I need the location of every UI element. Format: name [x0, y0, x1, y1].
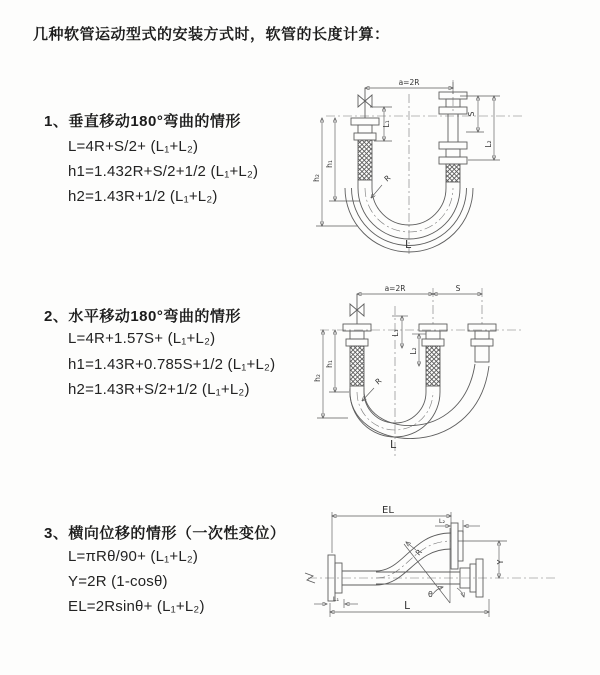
dim-label-l1: L₁: [332, 595, 340, 603]
hose-displaced-inner: [364, 364, 475, 426]
hose-curve-lower: [376, 549, 451, 585]
diagram-vertical-180-bend: [308, 68, 578, 258]
dim-label-el: EL: [382, 505, 394, 516]
section-2-formula-h2: h2=1.43R+S/2+1/2 (L₁+L₂): [68, 381, 250, 398]
section-1-heading: 1、垂直移动180°弯曲的情形: [44, 113, 241, 130]
section-3-formula-Y: Y=2R (1-cosθ): [68, 573, 168, 590]
radius-label: R: [373, 376, 384, 387]
section-1-formula-h2: h2=1.43R+1/2 (L₁+L₂): [68, 188, 218, 205]
dim-label-l2: L₂: [438, 517, 446, 525]
dim-label-h2: h₂: [312, 174, 321, 182]
right-flange-lower: [439, 142, 467, 149]
hose-curve-centerline: [376, 541, 451, 578]
right-flange-lower-plate: [439, 157, 467, 164]
left-flange-neck: [358, 125, 372, 133]
left-flange-plate: [354, 133, 376, 140]
middle-flange-assembly: [419, 324, 447, 386]
dim-label-h1: h₁: [325, 160, 334, 168]
dim-label-h2: h₂: [313, 374, 322, 382]
upper-right-flange-plate: [458, 531, 463, 561]
section-1-formula-h1: h1=1.432R+S/2+1/2 (L₁+L₂): [68, 163, 259, 180]
dim-label-s: S: [455, 284, 461, 293]
braided-hose-right: [446, 164, 460, 182]
section-2-formula-h1: h1=1.43R+0.785S+1/2 (L₁+L₂): [68, 356, 276, 373]
hose-displaced-outer: [350, 366, 489, 439]
section-1-formula-L: L=4R+S/2+ (L₁+L₂): [68, 138, 199, 155]
upper-right-flange: [451, 523, 458, 569]
radius-label: R: [413, 547, 424, 558]
theta-arc: [457, 588, 464, 597]
theta-diagonal-line: [404, 544, 450, 603]
dim-label-a2r: a=2R: [398, 78, 420, 87]
braided-hose-left: [358, 140, 372, 180]
section-3-heading: 3、横向位移的情形（一次性变位）: [44, 525, 286, 542]
right-flange-lower-neck: [446, 149, 460, 157]
length-label: L: [390, 438, 397, 451]
radius-label: R: [382, 173, 393, 184]
section-3-formula-EL: EL=2Rsinθ+ (L₁+L₂): [68, 598, 205, 615]
length-label: L: [405, 238, 412, 251]
dim-label-l1: L₁: [382, 120, 391, 128]
length-label: L: [404, 600, 410, 612]
page-title: 几种软管运动型式的安装方式时，软管的长度计算：: [33, 26, 390, 43]
angle-label: θ: [428, 590, 433, 599]
dim-label-h1: h₁: [325, 360, 334, 368]
diagram-horizontal-180-bend: [308, 278, 580, 463]
left-flange-assembly: [343, 324, 371, 386]
dim-label-y: Y: [496, 559, 505, 565]
dim-label-a2r: a=2R: [384, 284, 406, 293]
section-3-formula-L: L=πRθ/90+ (L₁+L₂): [68, 548, 199, 565]
section-2-heading: 2、水平移动180°弯曲的情形: [44, 308, 241, 325]
radius-leader: [371, 185, 382, 198]
dim-label-l2: L₂: [484, 140, 493, 148]
section-2-formula-L: L=4R+1.57S+ (L₁+L₂): [68, 330, 216, 347]
dim-label-l2: L₂: [409, 347, 418, 355]
dim-label-l1: L₁: [391, 329, 400, 337]
left-flange: [351, 118, 379, 125]
dim-label-s: S: [467, 111, 476, 117]
diagram-lateral-displacement: [300, 500, 592, 650]
